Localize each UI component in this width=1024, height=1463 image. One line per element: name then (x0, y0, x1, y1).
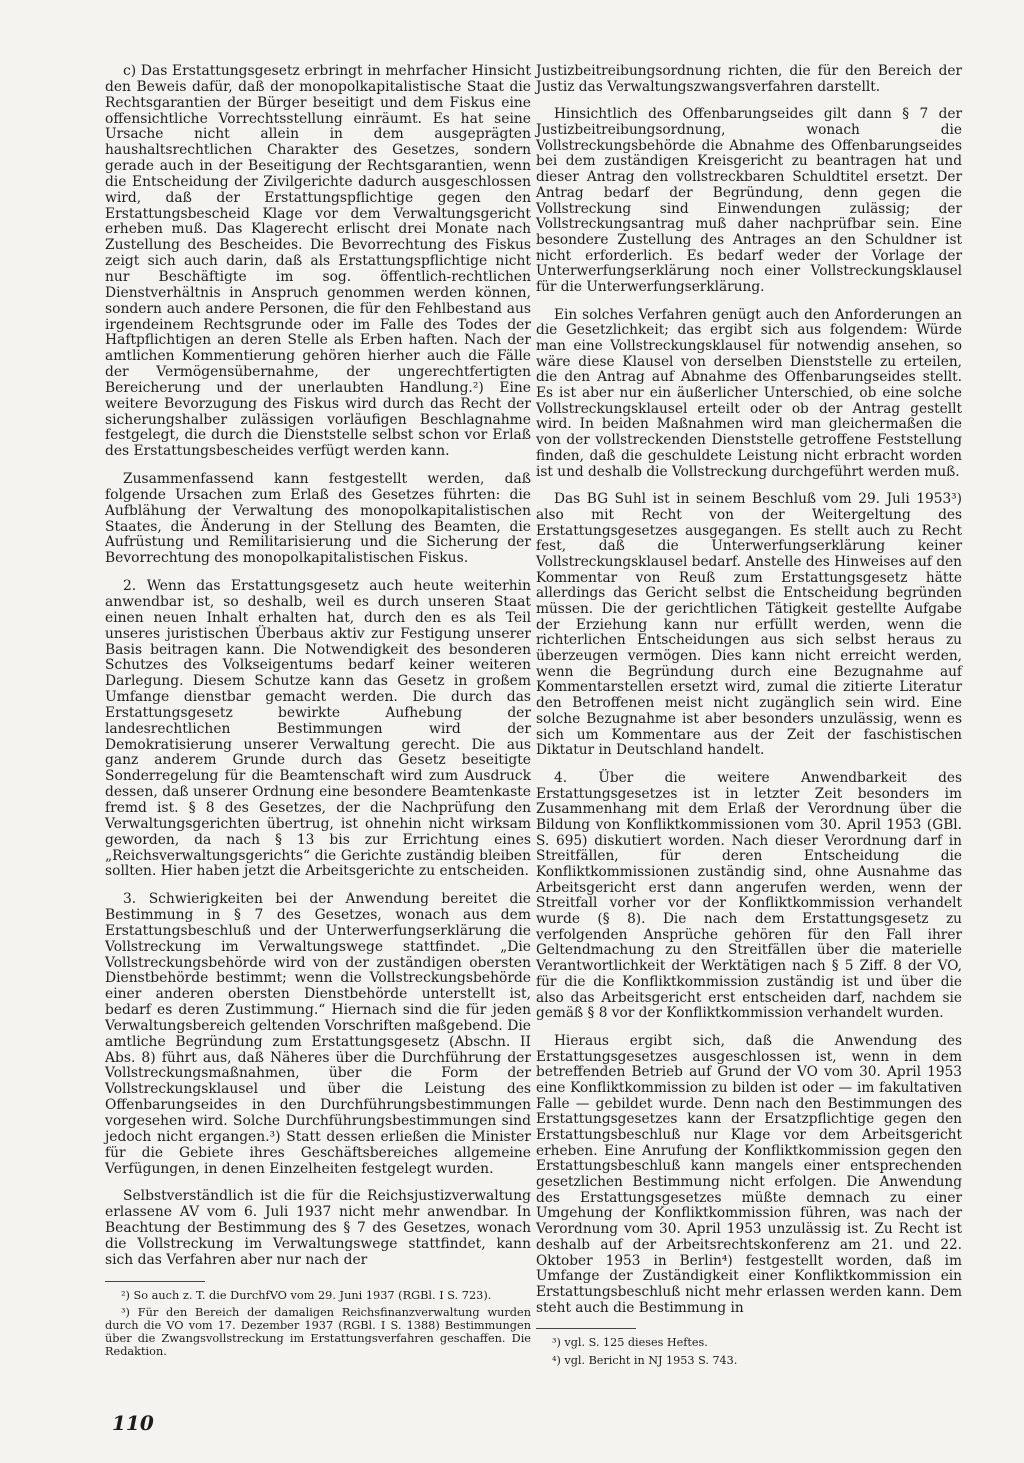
paragraph: 4. Über die weitere Anwendbarkeit des Erstattungsgesetzes ist in letzter Zeit besonders im Zusammenhang mit dem Erlaß der Verordnung über die Bildung von Konfliktkommissionen vom 30. April 1953 (GBl. S. 695) diskutiert worden. Nach dieser Verordnung darf in Streitfällen, für deren Entscheidung die Konfliktkommissionen zuständig sind, ohne Ausnahme das Arbeitsgericht erst dann angerufen werden, wenn der Streitfall vorher vor der Konfliktkommission verhandelt wurde (§ 8). Die nach dem Erstattungsgesetz zu verfolgenden Ansprüche gehören für den Fall ihrer Geltendmachung zu den Streitfällen über die materielle Verantwortlichkeit der Werktätigen nach § 5 Ziff. 8 der VO, für die die Konfliktkommission zuständig ist und über die also das Arbeitsgericht erst entscheiden darf, nachdem sie gemäß § 8 vor der Konfliktkommission verhandelt wurden. (536, 769, 962, 1022)
paragraph: Hinsichtlich des Offenbarungseides gilt dann § 7 der Justizbeitreibungsordnung, wonach die Vollstreckungsbehörde die Abnahme des Offenbarungseides bei dem zuständigen Kreisgericht zu beantragen hat und dieser Antrag den vollstreckbaren Schuldtitel ersetzt. Der Antrag bedarf der Begründung, denn gegen die Vollstreckung sind Einwendungen zulässig; der Vollstreckungsantrag muß daher nachprüfbar sein. Eine besondere Zustellung des Antrages an den Schuldner ist nicht erforderlich. Es bedarf weder der Vorlage der Unterwerfungserklärung noch einer Vollstreckungsklausel für die Unterwerfungserklärung. (536, 106, 962, 295)
paragraph: Zusammenfassend kann festgestellt werden, daß folgende Ursachen zum Erlaß des Gesetzes führten: die Aufblähung der Verwaltung des monopolkapitalistischen Staates, die Änderung in der Stellung des Beamten, die Aufrüstung und Remilitarisierung und die Sicherung der Bevorrechtung des monopolkapitalistischen Fiskus. (105, 471, 531, 567)
footnote: ²) So auch z. T. die DurchfVO vom 29. Juni 1937 (RGBl. I S. 723). (121, 1288, 492, 1302)
footnote: ³) vgl. S. 125 dieses Heftes. (552, 1336, 708, 1350)
right-column (536, 64, 962, 1373)
paragraph: Das BG Suhl ist in seinem Beschluß vom 29. Juli 1953³) also mit Recht von der Weitergeltung des Erstattungsgesetzes ausgegangen. Es stellt auch zu Recht fest, daß die Unterwerfungserklärung keiner Vollstreckungsklausel bedarf. Anstelle des Hinweises auf den Kommentar von Reuß zum Erstattungsgesetz hätte allerdings das Gericht selbst die Entscheidung begründen müssen. Die der gerichtlichen Tätigkeit gestellte Aufgabe der Erziehung kann nur erfüllt werden, wenn die richterlichen Entscheidungen aus sich selbst heraus zu überzeugen vermögen. Dies kann nicht erreicht werden, wenn die Begründung durch eine Bezugnahme auf Kommentarstellen ersetzt wird, zumal die zitierte Literatur den Betroffenen meist nicht zugänglich sein wird. Eine solche Bezugnahme ist aber besonders unzulässig, wenn es sich um Kommentare aus der Zeit der faschistischen Diktatur in Deutschland handelt. (536, 491, 962, 759)
footnote-divider (105, 1281, 205, 1282)
footnote-divider (536, 1328, 636, 1329)
paragraph: 2. Wenn das Erstattungsgesetz auch heute weiterhin anwendbar ist, so deshalb, weil es durch unseren Staat einen neuen Inhalt erhalten hat, durch den es als Teil unseres juristischen Überbaus aktiv zur Festigung unserer Basis beitragen kann. Die Notwendigkeit des besonderen Schutzes des Volkseigentums bedarf keiner weiteren Darlegung. Diesem Schutze kann das Gesetz in großem Umfange dienstbar gemacht werden. Die durch das Erstattungsgesetz bewirkte Aufhebung der landesrechtlichen Bestimmungen wird der Demokratisierung unserer Verwaltung gerecht. Die aus ganz anderem Grunde durch das Gesetz beseitigte Sonderregelung für die Beamtenschaft wird zum Ausdruck dessen, daß unserer Ordnung eine besondere Beamtenkaste fremd ist. § 8 des Gesetzes, der die Nachprüfung den Verwaltungsgerichten übertrug, ist ohnehin nicht wirksam geworden, da nach § 13 bis zur Errichtung eines „Reichsverwaltungsgerichts“ die Gerichte zuständig bleiben sollten. Hier haben jetzt die Arbeitsgerichte zu entscheiden. (105, 578, 531, 880)
paragraph: Hieraus ergibt sich, daß die Anwendung des Erstattungsgesetzes ausgeschlossen ist, wenn in dem betreffenden Betrieb auf Grund der VO vom 30. April 1953 eine Konfliktkommission zu bilden ist oder — im fakultativen Falle — gebildet wurde. Denn nach den Bestimmungen des Erstattungsgesetzes kann der Ersatzpflichtige gegen den Erstattungsbeschluß nur Klage vor dem Arbeitsgericht erheben. Eine Anrufung der Konfliktkommission gegen den Erstattungsbeschluß kann mangels einer entsprechenden gesetzlichen Bestimmung nicht erfolgen. Die Anwendung des Erstattungsgesetzes müßte demnach zu einer Umgehung der Konfliktkommission führen, was nach der Verordnung vom 30. April 1953 unzulässig ist. Zu Recht ist deshalb auf der Arbeitsrechtskonferenz am 21. und 22. Oktober 1953 in Berlin⁴) festgestellt worden, daß im Umfange der Zuständigkeit einer Konfliktkommission ein Erstattungsbeschluß nicht mehr erlassen werden kann. Dem steht auch die Bestimmung in (536, 1032, 962, 1316)
footnote: ³) Für den Bereich der damaligen Reichsfinanzverwaltung wurden durch die VO vom 17. Dezember 1937 (RGBl. I S. 1388) Bestimmungen über die Zwangsvollstreckung im Erstattungsverfahren geschaffen. Die Redaktion. (105, 1306, 531, 1358)
paragraph: Selbstverständlich ist die für die Reichsjustizverwaltung erlassene AV vom 6. Juli 1937 nicht mehr anwendbar. In Beachtung der Bestimmung des § 7 des Gesetzes, wonach die Vollstreckung im Verwaltungswege stattfindet, kann sich das Verfahren aber nur nach der (105, 1188, 531, 1268)
footnote: ⁴) vgl. Bericht in NJ 1953 S. 743. (552, 1353, 738, 1367)
left-column (105, 64, 531, 1364)
paragraph: Justizbeitreibungsordnung richten, die für den Bereich der Justiz das Verwaltungszwangsverfahren darstellt. (536, 63, 962, 95)
paragraph: c) Das Erstattungsgesetz erbringt in mehrfacher Hinsicht den Beweis dafür, daß der monopolkapitalistische Staat die Rechtsgarantien der Bürger beseitigt und dem Fiskus eine offensichtliche Vorrechtsstellung einräumt. Es hat seine Ursache nicht allein in dem ausgeprägten haushaltsrechtlichen Charakter des Gesetzes, sondern gerade auch in der Beseitigung der Rechtsgarantien, wenn die Entscheidung der Zivilgerichte dadurch ausgeschlossen wird, daß der Erstattungspflichtige gegen den Erstattungsbescheid Klage vor dem Verwaltungsgericht erheben muß. Das Klagerecht erlischt drei Monate nach Zustellung des Bescheides. Die Bevorrechtung des Fiskus zeigt sich auch darin, daß als Erstattungspflichtige nicht nur Beschäftigte im sog. öffentlich-rechtlichen Dienstverhältnis in Anspruch genommen werden können, sondern auch andere Personen, die für den Fehlbestand aus irgendeinem Rechtsgrunde oder im Falle des Todes der Haftpflichtigen an deren Stelle als Erben haften. Nach der amtlichen Kommentierung gehören hierher auch die Fälle der Vermögensübernahme, der ungerechtfertigten Bereicherung und der unerlaubten Handlung.²) Eine weitere Bevorzugung des Fiskus wird durch das Recht der sicherungshalber zulässigen vorläufigen Beschlagnahme festgelegt, die durch die Dienststelle selbst schon vor Erlaß des Erstattungsbescheides verfügt werden kann. (105, 63, 531, 460)
paragraph: Ein solches Verfahren genügt auch den Anforderungen an die Gesetzlichkeit; das ergibt sich aus folgendem: Würde man eine Vollstreckungsklausel für notwendig ansehen, so wäre diese Klausel von derselben Dienststelle zu erteilen, die den Antrag auf Abnahme des Offenbarungseides stellt. Es ist aber nur ein äußerlicher Unterschied, ob eine solche Vollstreckungsklausel erteilt oder ob der Antrag gestellt wird. In beiden Maßnahmen wird man gleichermaßen die von der vollstreckenden Dienststelle getroffene Feststellung finden, daß die geschuldete Leistung nicht erbracht worden ist und deshalb die Vollstreckung durchgeführt werden muß. (536, 306, 962, 480)
paragraph: 3. Schwierigkeiten bei der Anwendung bereitet die Bestimmung in § 7 des Gesetzes, wonach aus dem Erstattungsbeschluß und der Unterwerfungserklärung die Vollstreckung im Verwaltungswege stattfindet. „Die Vollstreckungsbehörde wird von der zuständigen obersten Dienstbehörde bestimmt; wenn die Vollstreckungsbehörde einer anderen obersten Dienstbehörde unterstellt ist, bedarf es deren Zustimmung.“ Hiernach sind die für jeden Verwaltungsbereich geltenden Vorschriften maßgebend. Die amtliche Begründung zum Erstattungsgesetz (Abschn. II Abs. 8) führt aus, daß Näheres über die Durchführung der Vollstreckungsmaßnahmen, über die Form der Vollstreckungsklausel und über die Leistung des Offenbarungseides in den Durchführungsbestimmungen vorgesehen wird. Solche Durchführungsbestimmungen sind jedoch nicht ergangen.³) Statt dessen erließen die Minister für die Gebiete ihres Geschäftsbereiches allgemeine Verfügungen, in denen Einzelheiten festgelegt wurden. (105, 891, 531, 1177)
page-number: 110 (112, 1411, 154, 1435)
